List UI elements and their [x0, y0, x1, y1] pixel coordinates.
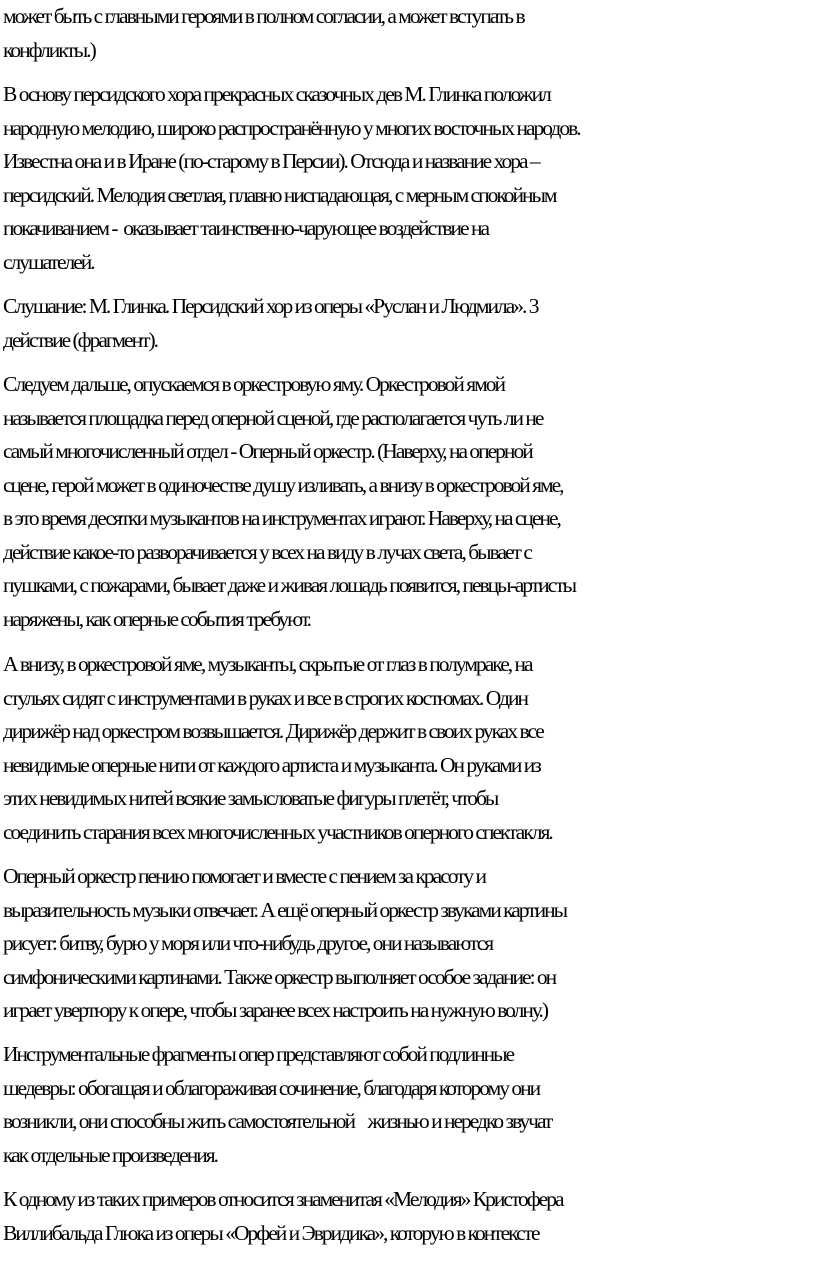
text-line: Инструментальные фрагменты опер представляют собой подлинные: [3, 1042, 514, 1066]
text-line: соединить старания всех многочисленных участников оперного спектакля.: [3, 819, 552, 844]
paragraph-3: [3, 290, 816, 357]
text-line: А внизу, в оркестровой яме, музыканты, скрытые от глаз в полумраке, на: [3, 652, 532, 676]
text-line: самый многочисленный отдел - Оперный оркестр. (Наверху, на оперной: [3, 439, 532, 463]
text-line: рисует: битву, бурю у моря или что-нибудь другое, они называются: [3, 931, 493, 955]
paragraph-2: [3, 78, 816, 279]
text-line: дирижёр над оркестром возвышается. Дирижёр держит в своих руках все: [3, 719, 543, 743]
paragraph-4: [3, 368, 816, 636]
text-line: Виллибальда Глюка из оперы «Орфей и Эвридика», которую в контексте: [3, 1220, 539, 1245]
text-line: сцене, герой может в одиночестве душу изливать, а внизу в оркестровой яме,: [3, 472, 563, 497]
paragraph-6: [3, 860, 816, 1028]
text-line: играет увертюру к опере, чтобы заранее всех настроить на нужную волну.): [3, 998, 547, 1022]
text-line: В основу персидского хора прекрасных сказочных дев М. Глинка положил: [3, 82, 550, 106]
text-line: действие (фрагмент).: [3, 327, 158, 352]
text-line: симфоническими картинами. Также оркестр выполняет особое задание: он: [3, 964, 556, 989]
text-line: невидимые оперные нити от каждого артиста и музыканта. Он руками из: [3, 752, 540, 777]
text-line: стульях сидят с инструментами в руках и все в строгих костюмах. Один: [3, 685, 527, 710]
paragraph-8: [3, 1183, 816, 1250]
paragraph-5: [3, 648, 816, 849]
paragraph-7: [3, 1038, 816, 1172]
paragraph-1: [3, 0, 816, 67]
text-line: конфликты.): [3, 37, 95, 62]
text-line: персидский. Мелодия светлая, плавно ниспадающая, с мерным спокойным: [3, 182, 556, 207]
text-line: может быть с главными героями в полном согласии, а может вступать в: [3, 4, 524, 28]
text-line: действие какое-то разворачивается у всех на виду в лучах света, бывает с: [3, 539, 531, 564]
text-line: выразительность музыки отвечает. А ещё оперный оркестр звуками картины: [3, 897, 567, 922]
text-line: этих невидимых нитей всякие замысловатые фигуры плетёт, чтобы: [3, 786, 498, 810]
text-line: Следуем дальше, опускаемся в оркестровую яму. Оркестровой ямой: [3, 372, 504, 396]
text-line: Слушание: М. Глинка. Персидский хор из оперы «Руслан и Людмила». 3: [3, 294, 538, 318]
text-line: как отдельные произведения.: [3, 1142, 217, 1167]
text-line: К одному из таких примеров относится знаменитая «Мелодия» Кристофера: [3, 1187, 563, 1211]
text-line: в это время десятки музыкантов на инструментах играют. Наверху, на сцене,: [3, 506, 560, 530]
text-line: наряжены, как оперные события требуют.: [3, 606, 311, 631]
text-line: покачиванием - оказывает таинственно-чарующее воздействие на: [3, 216, 489, 240]
text-line: Известна она и в Иране (по-старому в Персии). Отсюда и название хора –: [3, 149, 539, 173]
text-line: Оперный оркестр пению помогает и вместе с пением за красоту и: [3, 864, 485, 888]
text-line: возникли, они способны жить самостоятельной жизнью и нередко звучат: [3, 1109, 552, 1133]
text-line: народную мелодию, широко распространённую у многих восточных народов.: [3, 115, 580, 140]
text-line: называется площадка перед оперной сценой, где располагается чуть ли не: [3, 405, 543, 430]
text-line: пушками, с пожарами, бывает даже и живая лошадь появится, певцы-артисты: [3, 573, 576, 597]
text-line: слушателей.: [3, 249, 94, 274]
text-line: шедевры: обогащая и облагораживая сочинение, благодаря которому они: [3, 1075, 540, 1100]
